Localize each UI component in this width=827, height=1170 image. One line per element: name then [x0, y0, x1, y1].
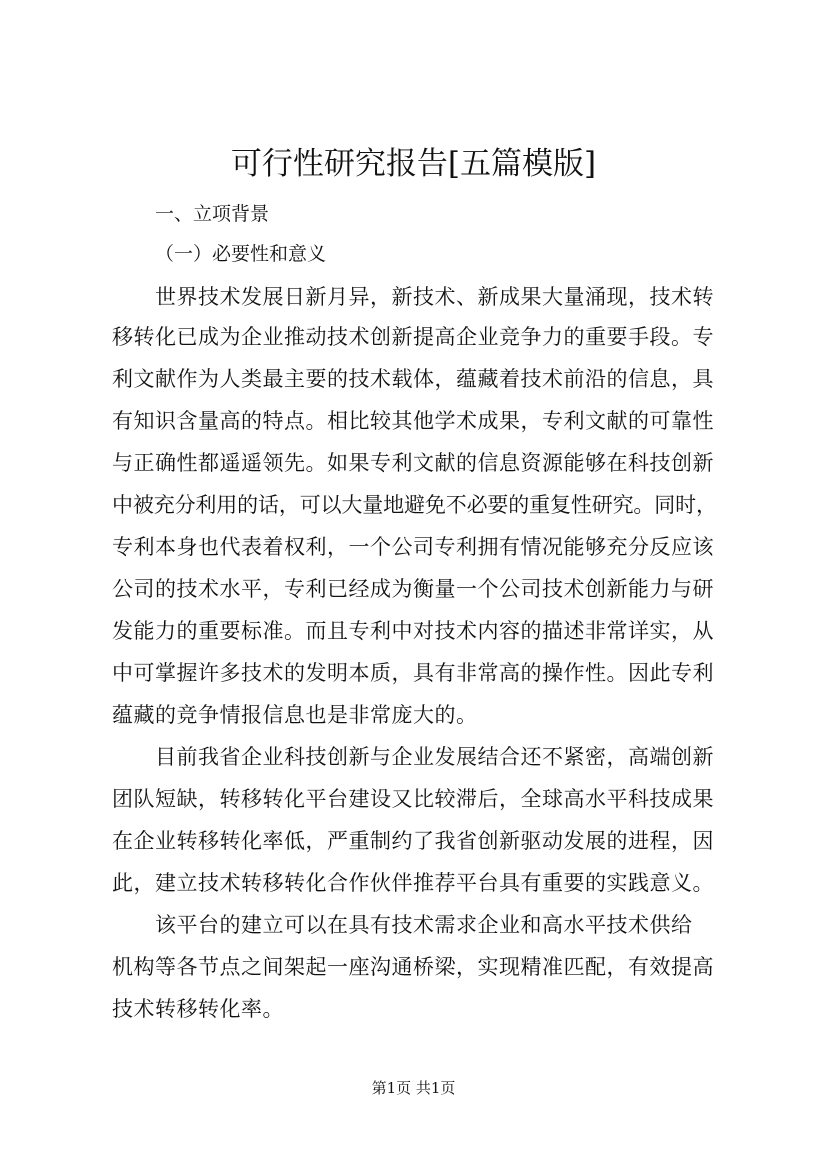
paragraph-line: 有知识含量高的特点。相比较其他学术成果，专利文献的可靠性 [112, 409, 714, 433]
paragraph-line: 移转化已成为企业推动技术创新提高企业竞争力的重要手段。专 [112, 325, 714, 349]
paragraph-line: 目前我省企业科技创新与企业发展结合还不紧密，高端创新 [155, 745, 714, 769]
page-footer: 第1页 共1页 [371, 1079, 456, 1097]
document-title: 可行性研究报告[五篇模版] [230, 146, 597, 182]
paragraph-line: 专利本身也代表着权利，一个公司专利拥有情况能够充分反应该 [112, 535, 714, 559]
paragraph-line: 在企业转移转化率低，严重制约了我省创新驱动发展的进程，因 [112, 829, 714, 853]
paragraph-line: 此，建立技术转移转化合作伙伴推荐平台具有重要的实践意义。 [112, 871, 714, 895]
paragraph-line: 蕴藏的竞争情报信息也是非常庞大的。 [112, 703, 478, 727]
paragraph-line: 中被充分利用的话，可以大量地避免不必要的重复性研究。同时， [112, 493, 717, 517]
paragraph-line: 公司的技术水平，专利已经成为衡量一个公司技术创新能力与研 [112, 577, 714, 601]
paragraph-line: 该平台的建立可以在具有技术需求企业和高水平技术供给 [155, 913, 693, 937]
paragraph-line: 发能力的重要标准。而且专利中对技术内容的描述非常详实，从 [112, 619, 714, 643]
paragraph-line: 中可掌握许多技术的发明本质，具有非常高的操作性。因此专利 [112, 661, 714, 685]
paragraph-line: 机构等各节点之间架起一座沟通桥梁，实现精准匹配，有效提高 [112, 955, 714, 979]
paragraph-line: 团队短缺，转移转化平台建设又比较滞后，全球高水平科技成果 [112, 787, 714, 811]
paragraph-line: 利文献作为人类最主要的技术载体，蕴藏着技术前沿的信息，具 [112, 367, 714, 391]
subsection-heading: （一）必要性和意义 [155, 243, 327, 265]
paragraph-line: 与正确性都遥遥领先。如果专利文献的信息资源能够在科技创新 [112, 451, 714, 475]
section-heading: 一、立项背景 [155, 203, 270, 225]
paragraph-line: 技术转移转化率。 [112, 997, 284, 1021]
paragraph-line: 世界技术发展日新月异，新技术、新成果大量涌现，技术转 [155, 285, 714, 309]
